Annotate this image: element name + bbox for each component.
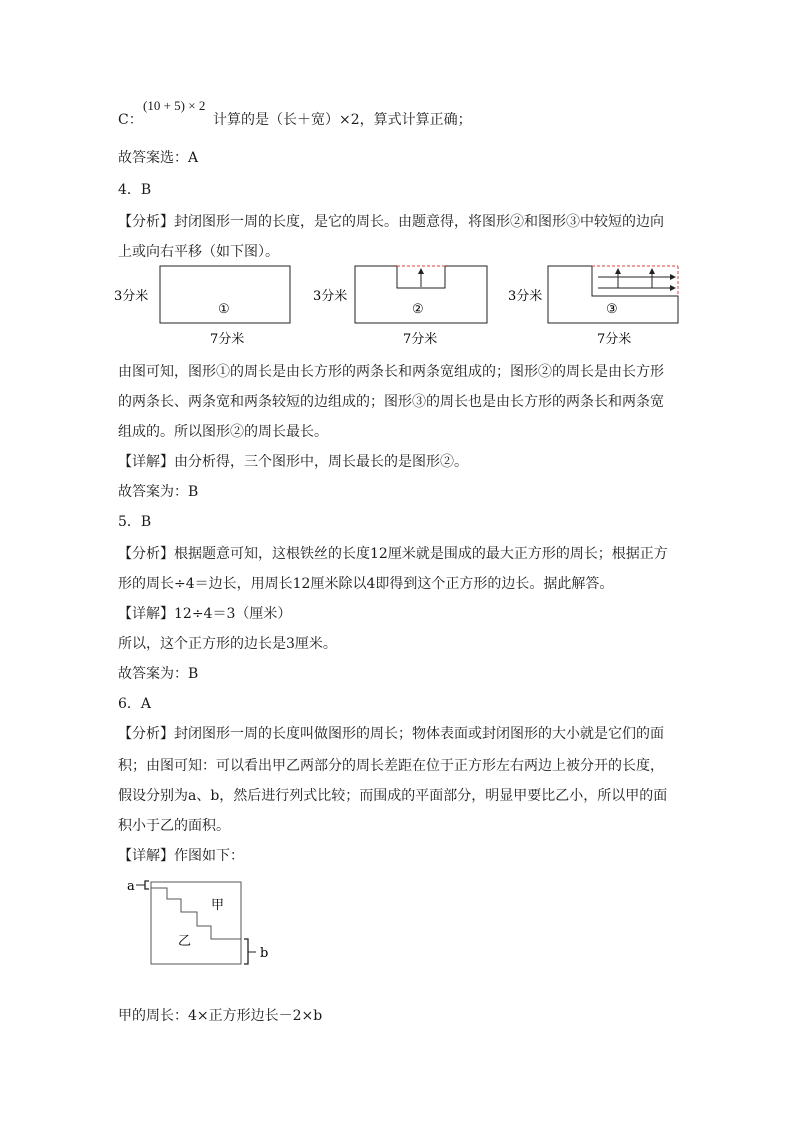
brace-a — [145, 881, 149, 889]
q4-rectangles-figure — [110, 258, 700, 350]
brace-b — [244, 939, 248, 964]
q6-staircase-line — [151, 888, 241, 939]
question-4-heading: 4．B — [118, 182, 152, 198]
label-jia: 甲 — [211, 898, 225, 913]
fig2-width-label: 7分米 — [403, 332, 438, 347]
fig2-mark: ② — [412, 302, 424, 317]
fig3-right-arrowhead-1 — [670, 274, 676, 280]
q4-analysis-line1: 【分析】封闭图形一周的长度，是它的周长。由题意得，将图形②和图形③中较短的边向 — [118, 214, 664, 230]
q6-last-line: 甲的周长：4×正方形边长－2×b — [118, 1008, 323, 1024]
q4-paragraph-line2: 的两条长、两条宽和两条较短的边组成的；图形③的周长也是由长方形的两条长和两条宽 — [118, 394, 664, 410]
fig3-mark: ③ — [606, 302, 618, 317]
q5-paragraph: 所以，这个正方形的边长是3厘米。 — [118, 636, 337, 652]
label-a: a — [127, 879, 135, 894]
fig3-height-label: 3分米 — [508, 289, 543, 304]
label-b: b — [260, 946, 269, 961]
q5-analysis-line2: 形的周长÷4＝边长，用周长12厘米除以4即得到这个正方形的边长。据此解答。 — [118, 576, 614, 592]
fig2-height-label: 3分米 — [313, 289, 348, 304]
q6-analysis-line2: 积；由图可知：可以看出甲乙两部分的周长差距在位于正方形左右两边上被分开的长度， — [118, 758, 664, 774]
q5-analysis-line1: 【分析】根据题意可知，这根铁丝的长度12厘米就是围成的最大正方形的周长；根据正方 — [118, 546, 668, 562]
fig3-right-arrowhead-2 — [670, 285, 676, 291]
fig3-arrowhead-2 — [649, 268, 655, 274]
q6-analysis-line4: 积小于乙的面积。 — [118, 818, 230, 834]
q4-paragraph-line1: 由图可知，图形①的周长是由长方形的两条长和两条宽组成的；图形②的周长是由长方形 — [118, 364, 664, 380]
option-c-prefix: C： — [118, 112, 143, 128]
q5-answer: 故答案为：B — [118, 666, 199, 682]
q4-detail: 【详解】由分析得，三个图形中，周长最长的是图形②。 — [118, 454, 468, 470]
q4-paragraph-line3: 组成的。所以图形②的周长最长。 — [118, 424, 328, 440]
fig1-width-label: 7分米 — [210, 332, 245, 347]
q6-outer-square — [151, 882, 241, 964]
q6-detail: 【详解】作图如下： — [118, 848, 244, 864]
q5-detail: 【详解】12÷4＝3（厘米） — [118, 606, 292, 622]
fig1-height-label: 3分米 — [114, 289, 149, 304]
q4-answer: 故答案为：B — [118, 484, 199, 500]
fig2-arrowhead — [418, 268, 424, 274]
label-yi: 乙 — [178, 934, 192, 949]
question-5-heading: 5．B — [118, 514, 152, 530]
q4-analysis-line2: 上或向右平移（如下图）。 — [118, 244, 279, 260]
option-c-text: 计算的是（长＋宽）×2，算式计算正确； — [213, 112, 472, 128]
answer-3: 故答案选：A — [118, 150, 199, 166]
formula-expression: (10 + 5) × 2 — [143, 98, 206, 113]
fig3-width-label: 7分米 — [597, 332, 632, 347]
fig3-arrowhead-1 — [615, 268, 621, 274]
question-6-heading: 6．A — [118, 696, 152, 712]
q6-square-figure — [118, 872, 278, 972]
fig1-mark: ① — [218, 302, 230, 317]
q6-analysis-line3: 假设分别为a、b，然后进行列式比较；而围成的平面部分，明显甲要比乙小，所以甲的面 — [118, 788, 668, 804]
q6-analysis-line1: 【分析】封闭图形一周的长度叫做图形的周长；物体表面或封闭图形的大小就是它们的面 — [118, 726, 664, 742]
